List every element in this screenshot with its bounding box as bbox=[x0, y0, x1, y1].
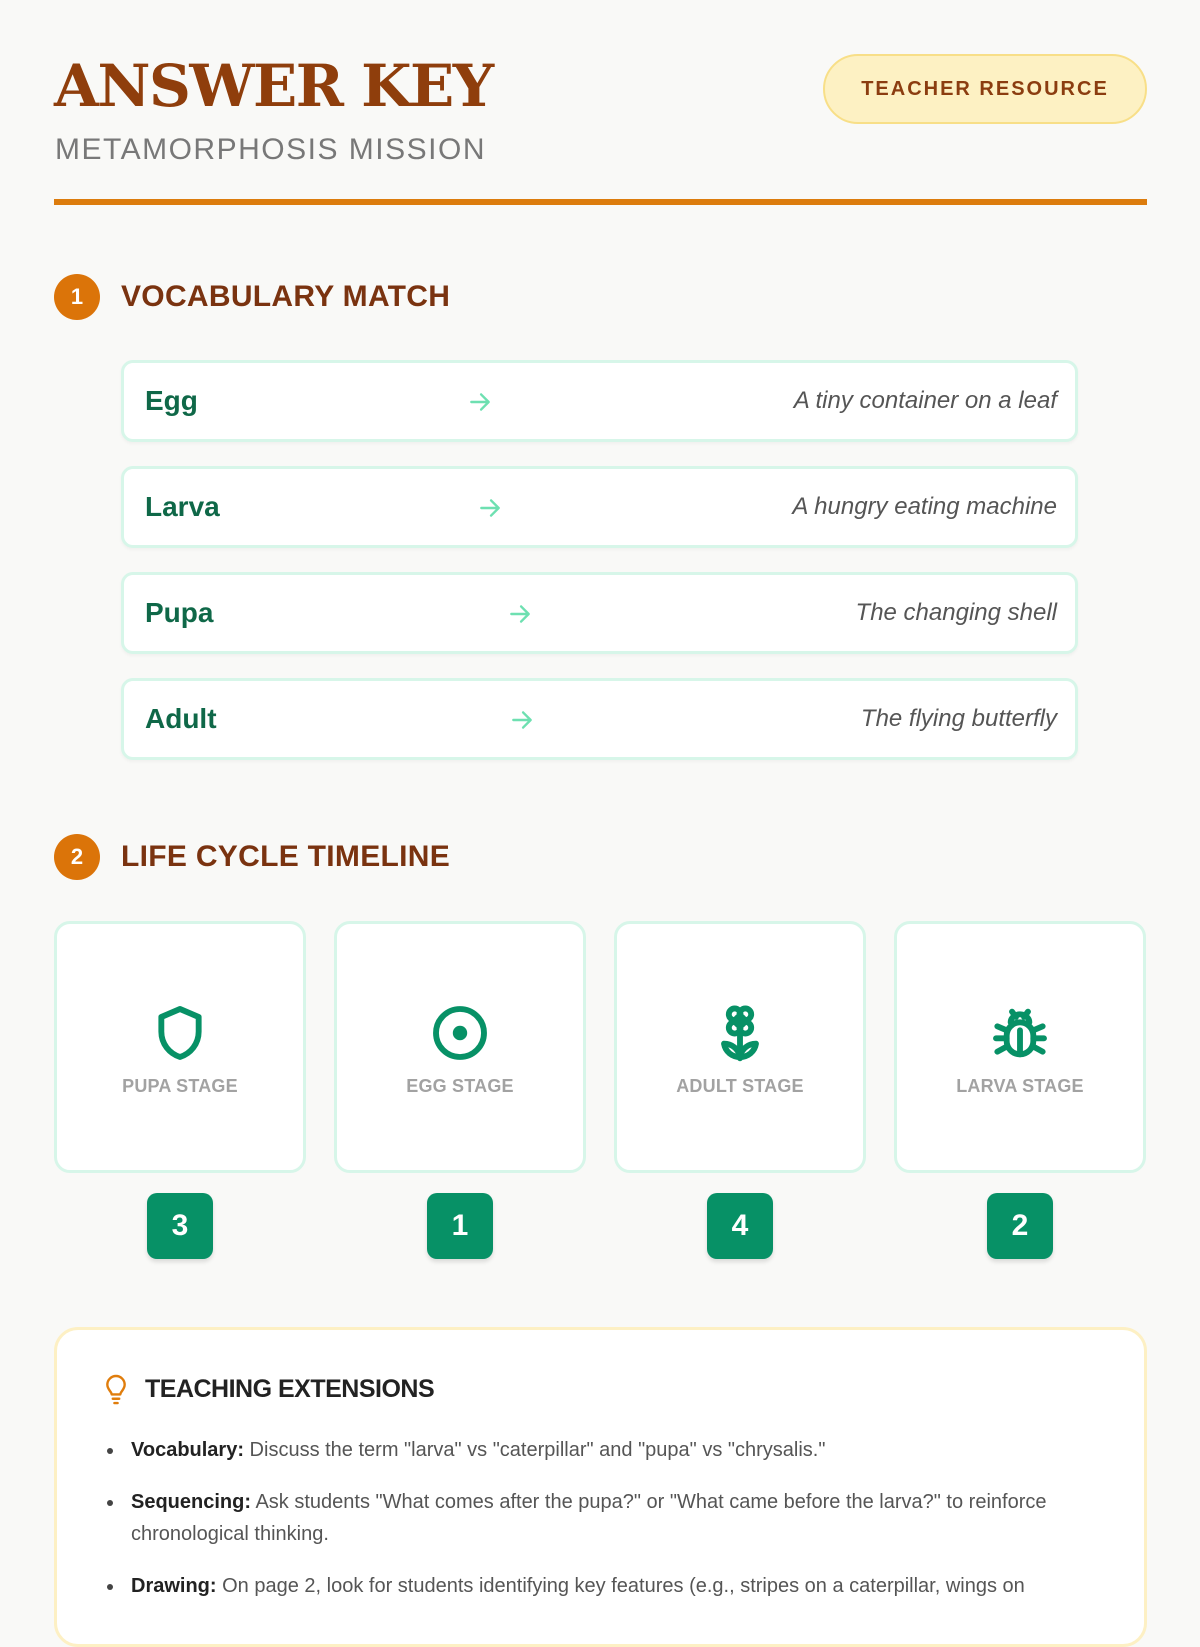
arrow-right-icon bbox=[507, 601, 533, 627]
item-label: Drawing: bbox=[131, 1575, 217, 1597]
item-label: Vocabulary: bbox=[131, 1439, 244, 1461]
list-item bbox=[101, 1570, 1101, 1602]
vocab-definition: The changing shell bbox=[855, 599, 1057, 626]
vocab-term: Larva bbox=[145, 491, 220, 522]
section-heading-timeline bbox=[54, 834, 450, 880]
section-number-badge: 1 bbox=[54, 274, 100, 320]
flower-icon bbox=[708, 1001, 772, 1065]
order-number-badge: 4 bbox=[707, 1193, 773, 1259]
page-title: ANSWER KEY bbox=[54, 52, 493, 120]
stage-label: LARVA STAGE bbox=[956, 1076, 1084, 1096]
vocab-definition: A hungry eating machine bbox=[792, 493, 1057, 520]
vocab-term: Pupa bbox=[145, 597, 214, 628]
extensions-heading bbox=[103, 1372, 434, 1406]
section-title: VOCABULARY MATCH bbox=[121, 280, 451, 313]
item-text: Ask students "What comes after the pupa?" or "What came before the larva?" to reinforce chronological thinking. bbox=[131, 1491, 1047, 1545]
arrow-right-icon bbox=[477, 495, 503, 521]
target-icon bbox=[428, 1001, 492, 1065]
arrow-right-icon bbox=[467, 389, 493, 415]
section-title: LIFE CYCLE TIMELINE bbox=[121, 840, 451, 873]
extensions-title: TEACHING EXTENSIONS bbox=[145, 1374, 435, 1403]
order-number-badge: 1 bbox=[427, 1193, 493, 1259]
vocab-definition: The flying butterfly bbox=[860, 705, 1057, 732]
list-item bbox=[101, 1486, 1101, 1550]
lightbulb-icon bbox=[103, 1372, 129, 1406]
vocab-definition: A tiny container on a leaf bbox=[793, 387, 1057, 414]
arrow-right-icon bbox=[509, 707, 535, 733]
shield-icon bbox=[148, 1001, 212, 1065]
page-subtitle: METAMORPHOSIS MISSION bbox=[55, 133, 486, 166]
vocab-row bbox=[121, 678, 1078, 760]
bug-icon bbox=[988, 1001, 1052, 1065]
vocab-row bbox=[121, 466, 1078, 548]
timeline-card bbox=[334, 921, 586, 1173]
answer-key-page bbox=[54, 0, 1147, 1597]
order-number-badge: 3 bbox=[147, 1193, 213, 1259]
teaching-extensions-panel bbox=[54, 1327, 1147, 1647]
stage-label: EGG STAGE bbox=[406, 1076, 514, 1096]
timeline-card bbox=[54, 921, 306, 1173]
header bbox=[54, 0, 1147, 206]
order-number-badge: 2 bbox=[987, 1193, 1053, 1259]
timeline-card bbox=[614, 921, 866, 1173]
vocab-row bbox=[121, 572, 1078, 654]
stage-label: PUPA STAGE bbox=[122, 1076, 238, 1096]
vocabulary-list bbox=[121, 360, 1078, 784]
item-text: Discuss the term "larva" vs "caterpillar" and "pupa" vs "chrysalis." bbox=[244, 1439, 826, 1461]
extensions-list bbox=[101, 1434, 1101, 1622]
timeline-card bbox=[894, 921, 1146, 1173]
item-label: Sequencing: bbox=[131, 1491, 252, 1513]
section-number-badge: 2 bbox=[54, 834, 100, 880]
item-text: On page 2, look for students identifying key features (e.g., stripes on a caterpillar, wings on bbox=[216, 1575, 1025, 1597]
teacher-resource-badge: TEACHER RESOURCE bbox=[823, 54, 1147, 124]
header-divider bbox=[54, 199, 1147, 205]
section-heading-vocabulary bbox=[54, 274, 450, 320]
stage-label: ADULT STAGE bbox=[676, 1076, 804, 1096]
vocab-row bbox=[121, 360, 1078, 442]
list-item bbox=[101, 1434, 1101, 1466]
vocab-term: Adult bbox=[145, 703, 217, 734]
vocab-term: Egg bbox=[145, 385, 198, 416]
